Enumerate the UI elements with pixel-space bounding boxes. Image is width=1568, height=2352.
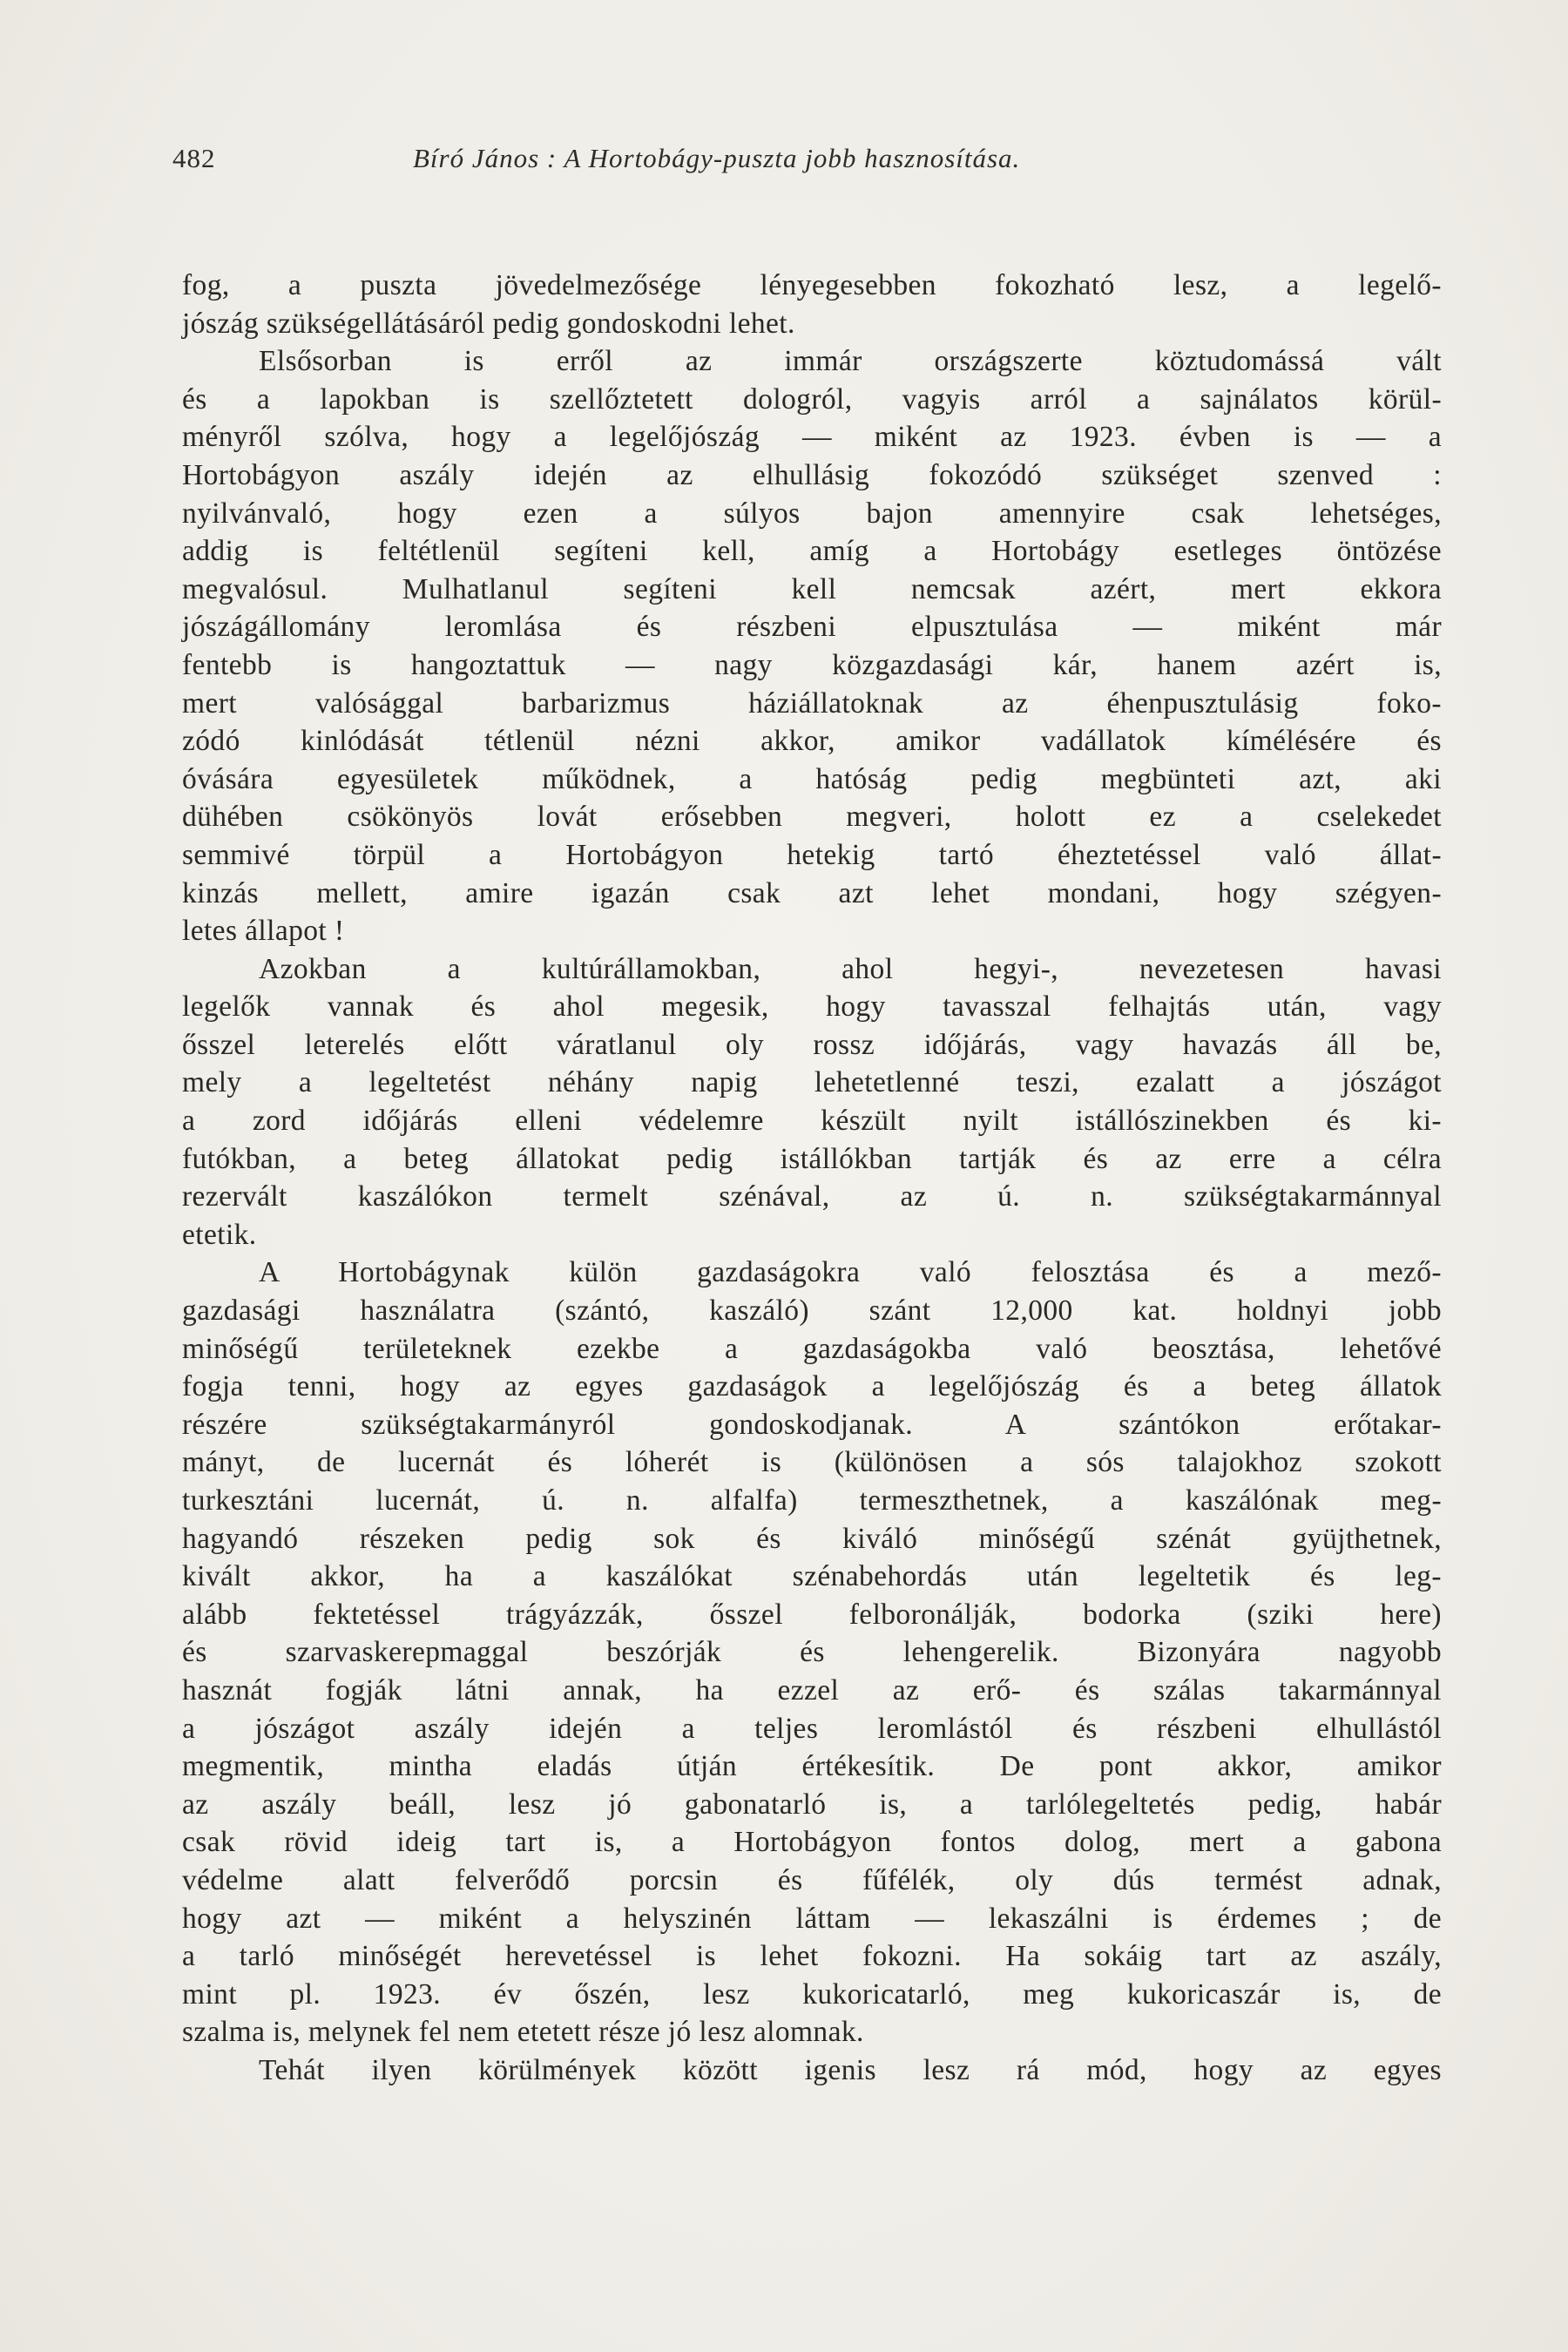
- text-line: hogy azt — miként a helyszinén láttam — lekaszálni is érdemes ; de: [182, 1902, 1442, 1935]
- text-line: fentebb is hangoztattuk — nagy közgazdasági kár, hanem azért is,: [182, 648, 1442, 681]
- text-line: szalma is, melynek fel nem etetett része jó lesz alomnak.: [182, 2016, 864, 2049]
- text-line: mányt, de lucernát és lóherét is (különösen a sós talajokhoz szokott: [182, 1446, 1442, 1479]
- text-line: kinzás mellett, amire igazán csak azt lehet mondani, hogy szégyen-: [182, 876, 1442, 909]
- text-line: hasznát fogják látni annak, ha ezzel az erő- és szálas takarmánnyal: [182, 1673, 1442, 1707]
- text-line: addig is feltétlenül segíteni kell, amíg a Hortobágy esetleges öntözése: [182, 535, 1442, 568]
- text-line: hagyandó részeken pedig sok és kiváló minőségű szénát gyüjthetnek,: [182, 1522, 1442, 1555]
- page-number: 482: [172, 143, 216, 173]
- text-line: alább fektetéssel trágyázzák, ősszel felboronálják, bodorka (sziki here): [182, 1598, 1442, 1631]
- text-line: Azokban a kultúrállamokban, ahol hegyi-, nevezetesen havasi: [259, 952, 1442, 985]
- text-line: fog, a puszta jövedelmezősége lényegesebben fokozható lesz, a legelő-: [182, 269, 1442, 301]
- text-line: mert valósággal barbarizmus háziállatoknak az éhenpusztulásig foko-: [182, 686, 1442, 720]
- text-line: Elsősorban is erről az immár országszerte köztudomássá vált: [259, 345, 1442, 378]
- text-line: kivált akkor, ha a kaszálókat szénabehordás után legeltetik és leg-: [182, 1560, 1442, 1593]
- text-line: zódó kinlódását tétlenül nézni akkor, amikor vadállatok kímélésére és: [182, 725, 1442, 758]
- page-header: [172, 139, 1444, 178]
- text-line: minőségű területeknek ezekbe a gazdaságokba való beosztása, lehetővé: [182, 1332, 1442, 1365]
- text-line: ősszel leterelés előtt váratlanul oly rossz időjárás, vagy havazás áll be,: [182, 1028, 1442, 1061]
- text-line: gazdasági használatra (szántó, kaszáló) szánt 12,000 kat. holdnyi jobb: [182, 1294, 1442, 1328]
- text-line: letes állapot !: [182, 915, 345, 948]
- text-line: jószágállomány leromlása és részbeni elpusztulása — miként már: [182, 611, 1442, 644]
- text-line: A Hortobágynak külön gazdaságokra való felosztása és a mező-: [259, 1256, 1442, 1289]
- text-line: megmentik, mintha eladás útján értékesítik. De pont akkor, amikor: [182, 1750, 1442, 1783]
- text-line: és szarvaskerepmaggal beszórják és lehengerelik. Bizonyára nagyobb: [182, 1636, 1442, 1669]
- text-line: részére szükségtakarmányról gondoskodjanak. A szántókon erőtakar-: [182, 1408, 1442, 1441]
- text-line: semmivé törpül a Hortobágyon hetekig tartó éheztetéssel való állat-: [182, 838, 1442, 871]
- running-title: Bíró János : A Hortobágy-puszta jobb hasznosítása.: [413, 143, 1021, 173]
- text-line: csak rövid ideig tart is, a Hortobágyon fontos dolog, mert a gabona: [182, 1826, 1442, 1859]
- text-line: a zord időjárás elleni védelemre készült nyilt istállószinekben és ki-: [182, 1105, 1442, 1138]
- text-line: Tehát ilyen körülmények között igenis lesz rá mód, hogy az egyes: [259, 2053, 1442, 2086]
- text-line: dühében csökönyös lovát erősebben megveri, holott ez a cselekedet: [182, 801, 1442, 834]
- text-line: védelme alatt felverődő porcsin és fűfélék, oly dús termést adnak,: [182, 1863, 1442, 1896]
- text-line: óvására egyesületek működnek, a hatóság pedig megbünteti azt, aki: [182, 762, 1442, 795]
- text-line: mely a legeltetést néhány napig lehetetlenné teszi, ezalatt a jószágot: [182, 1066, 1442, 1099]
- body-text: [182, 267, 1442, 2090]
- text-line: a tarló minőségét herevetéssel is lehet fokozni. Ha sokáig tart az aszály,: [182, 1940, 1442, 1973]
- text-line: nyilvánvaló, hogy ezen a súlyos bajon amennyire csak lehetséges,: [182, 497, 1442, 530]
- text-line: fogja tenni, hogy az egyes gazdaságok a legelőjószág és a beteg állatok: [182, 1370, 1442, 1403]
- text-line: mint pl. 1923. év őszén, lesz kukoricatarló, meg kukoricaszár is, de: [182, 1977, 1442, 2011]
- text-line: az aszály beáll, lesz jó gabonatarló is, a tarlólegeltetés pedig, habár: [182, 1788, 1442, 1821]
- text-line: Hortobágyon aszály idején az elhullásig fokozódó szükséget szenved :: [182, 458, 1442, 491]
- text-line: a jószágot aszály idején a teljes leromlástól és részbeni elhullástól: [182, 1712, 1442, 1745]
- text-line: legelők vannak és ahol megesik, hogy tavasszal felhajtás után, vagy: [182, 990, 1442, 1024]
- text-line: megvalósul. Mulhatlanul segíteni kell nemcsak azért, mert ekkora: [182, 572, 1442, 605]
- text-line: jószág szükségellátásáról pedig gondoskodni lehet.: [182, 307, 795, 340]
- text-line: futókban, a beteg állatokat pedig istállókban tartják és az erre a célra: [182, 1142, 1442, 1175]
- text-line: és a lapokban is szellőztetett dologról, vagyis arról a sajnálatos körül-: [182, 382, 1442, 416]
- text-line: turkesztáni lucernát, ú. n. alfalfa) termeszthetnek, a kaszálónak meg-: [182, 1484, 1442, 1517]
- text-line: rezervált kaszálókon termelt szénával, az ú. n. szükségtakarmánnyal: [182, 1180, 1442, 1213]
- text-line: ményről szólva, hogy a legelőjószág — miként az 1923. évben is — a: [182, 421, 1442, 454]
- text-line: etetik.: [182, 1218, 257, 1251]
